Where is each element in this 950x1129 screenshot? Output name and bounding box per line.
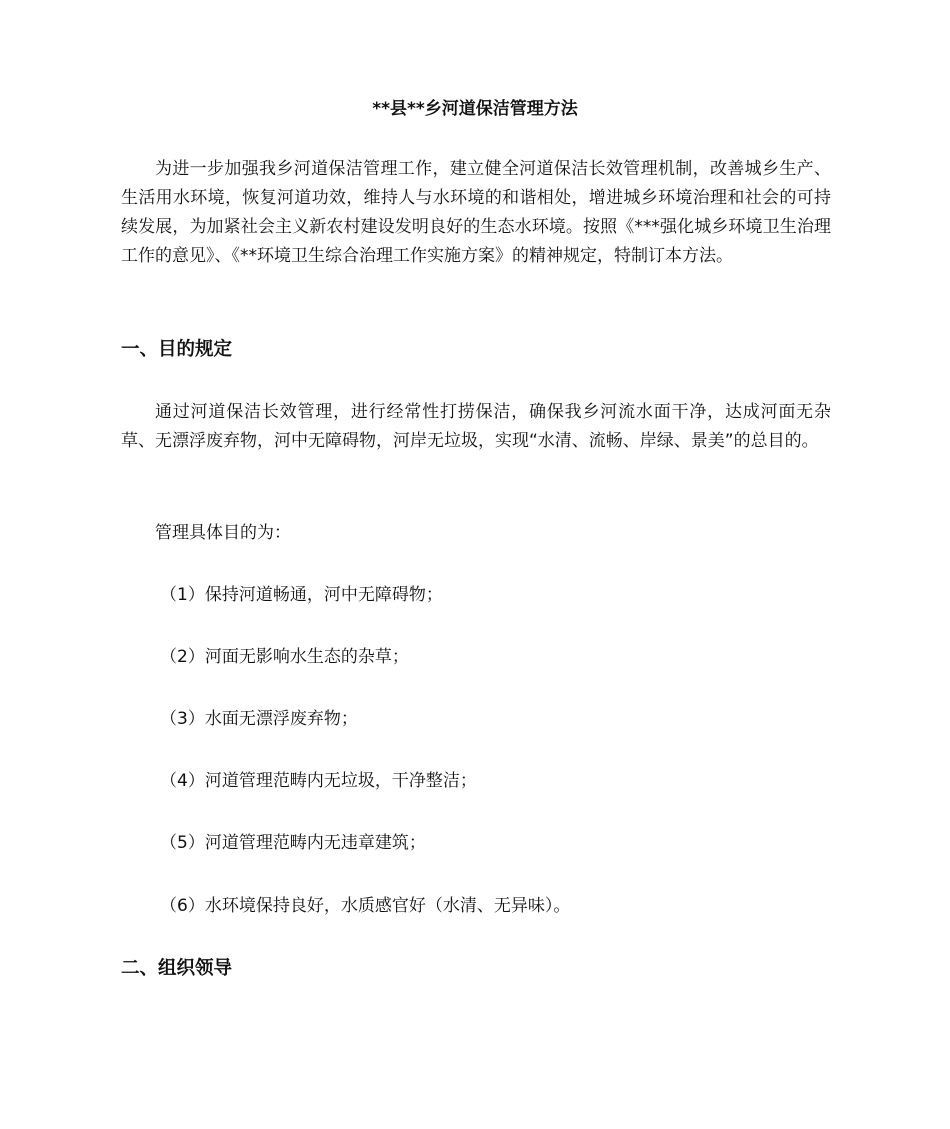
intro-paragraph: 为进一步加强我乡河道保洁管理工作，建立健全河道保洁长效管理机制，改善城乡生产、生活用水环境，恢复河道功效，维持人与水环境的和谐相处，增进城乡环境治理和社会的可持续发展，为加紧社会主义新农村建设发明良好的生态水环境。按照《***强化城乡环境卫生治理工作的意见》、《**环境卫生综合治理工作实施方案》的精神规定，特制订本方法。: [121, 159, 831, 266]
section-1-paragraph: 通过河道保洁长效管理，进行经常性打捞保洁，确保我乡河流水面干净，达成河面无杂草、无漂浮废弃物，河中无障碍物，河岸无垃圾，实现“水清、流畅、岸绿、景美”的总目的。: [121, 402, 831, 451]
section-heading-1: 一、目的规定: [121, 339, 233, 360]
list-item: （4）河道管理范畴内无垃圾，干净整洁；: [160, 771, 477, 791]
section-heading-2: 二、组织领导: [121, 958, 233, 979]
list-item: （1）保持河道畅通，河中无障碍物；: [160, 585, 443, 605]
list-item: （3）水面无漂浮废弃物；: [160, 709, 358, 729]
list-item: （6）水环境保持良好，水质感官好（水清、无异味）。: [160, 896, 571, 916]
list-item: （5）河道管理范畴内无违章建筑；: [160, 833, 426, 853]
list-item: （2）河面无影响水生态的杂草；: [160, 647, 409, 667]
section-1-list-intro: 管理具体目的为：: [155, 523, 291, 543]
document-title: **县**乡河道保洁管理方法: [372, 99, 578, 119]
